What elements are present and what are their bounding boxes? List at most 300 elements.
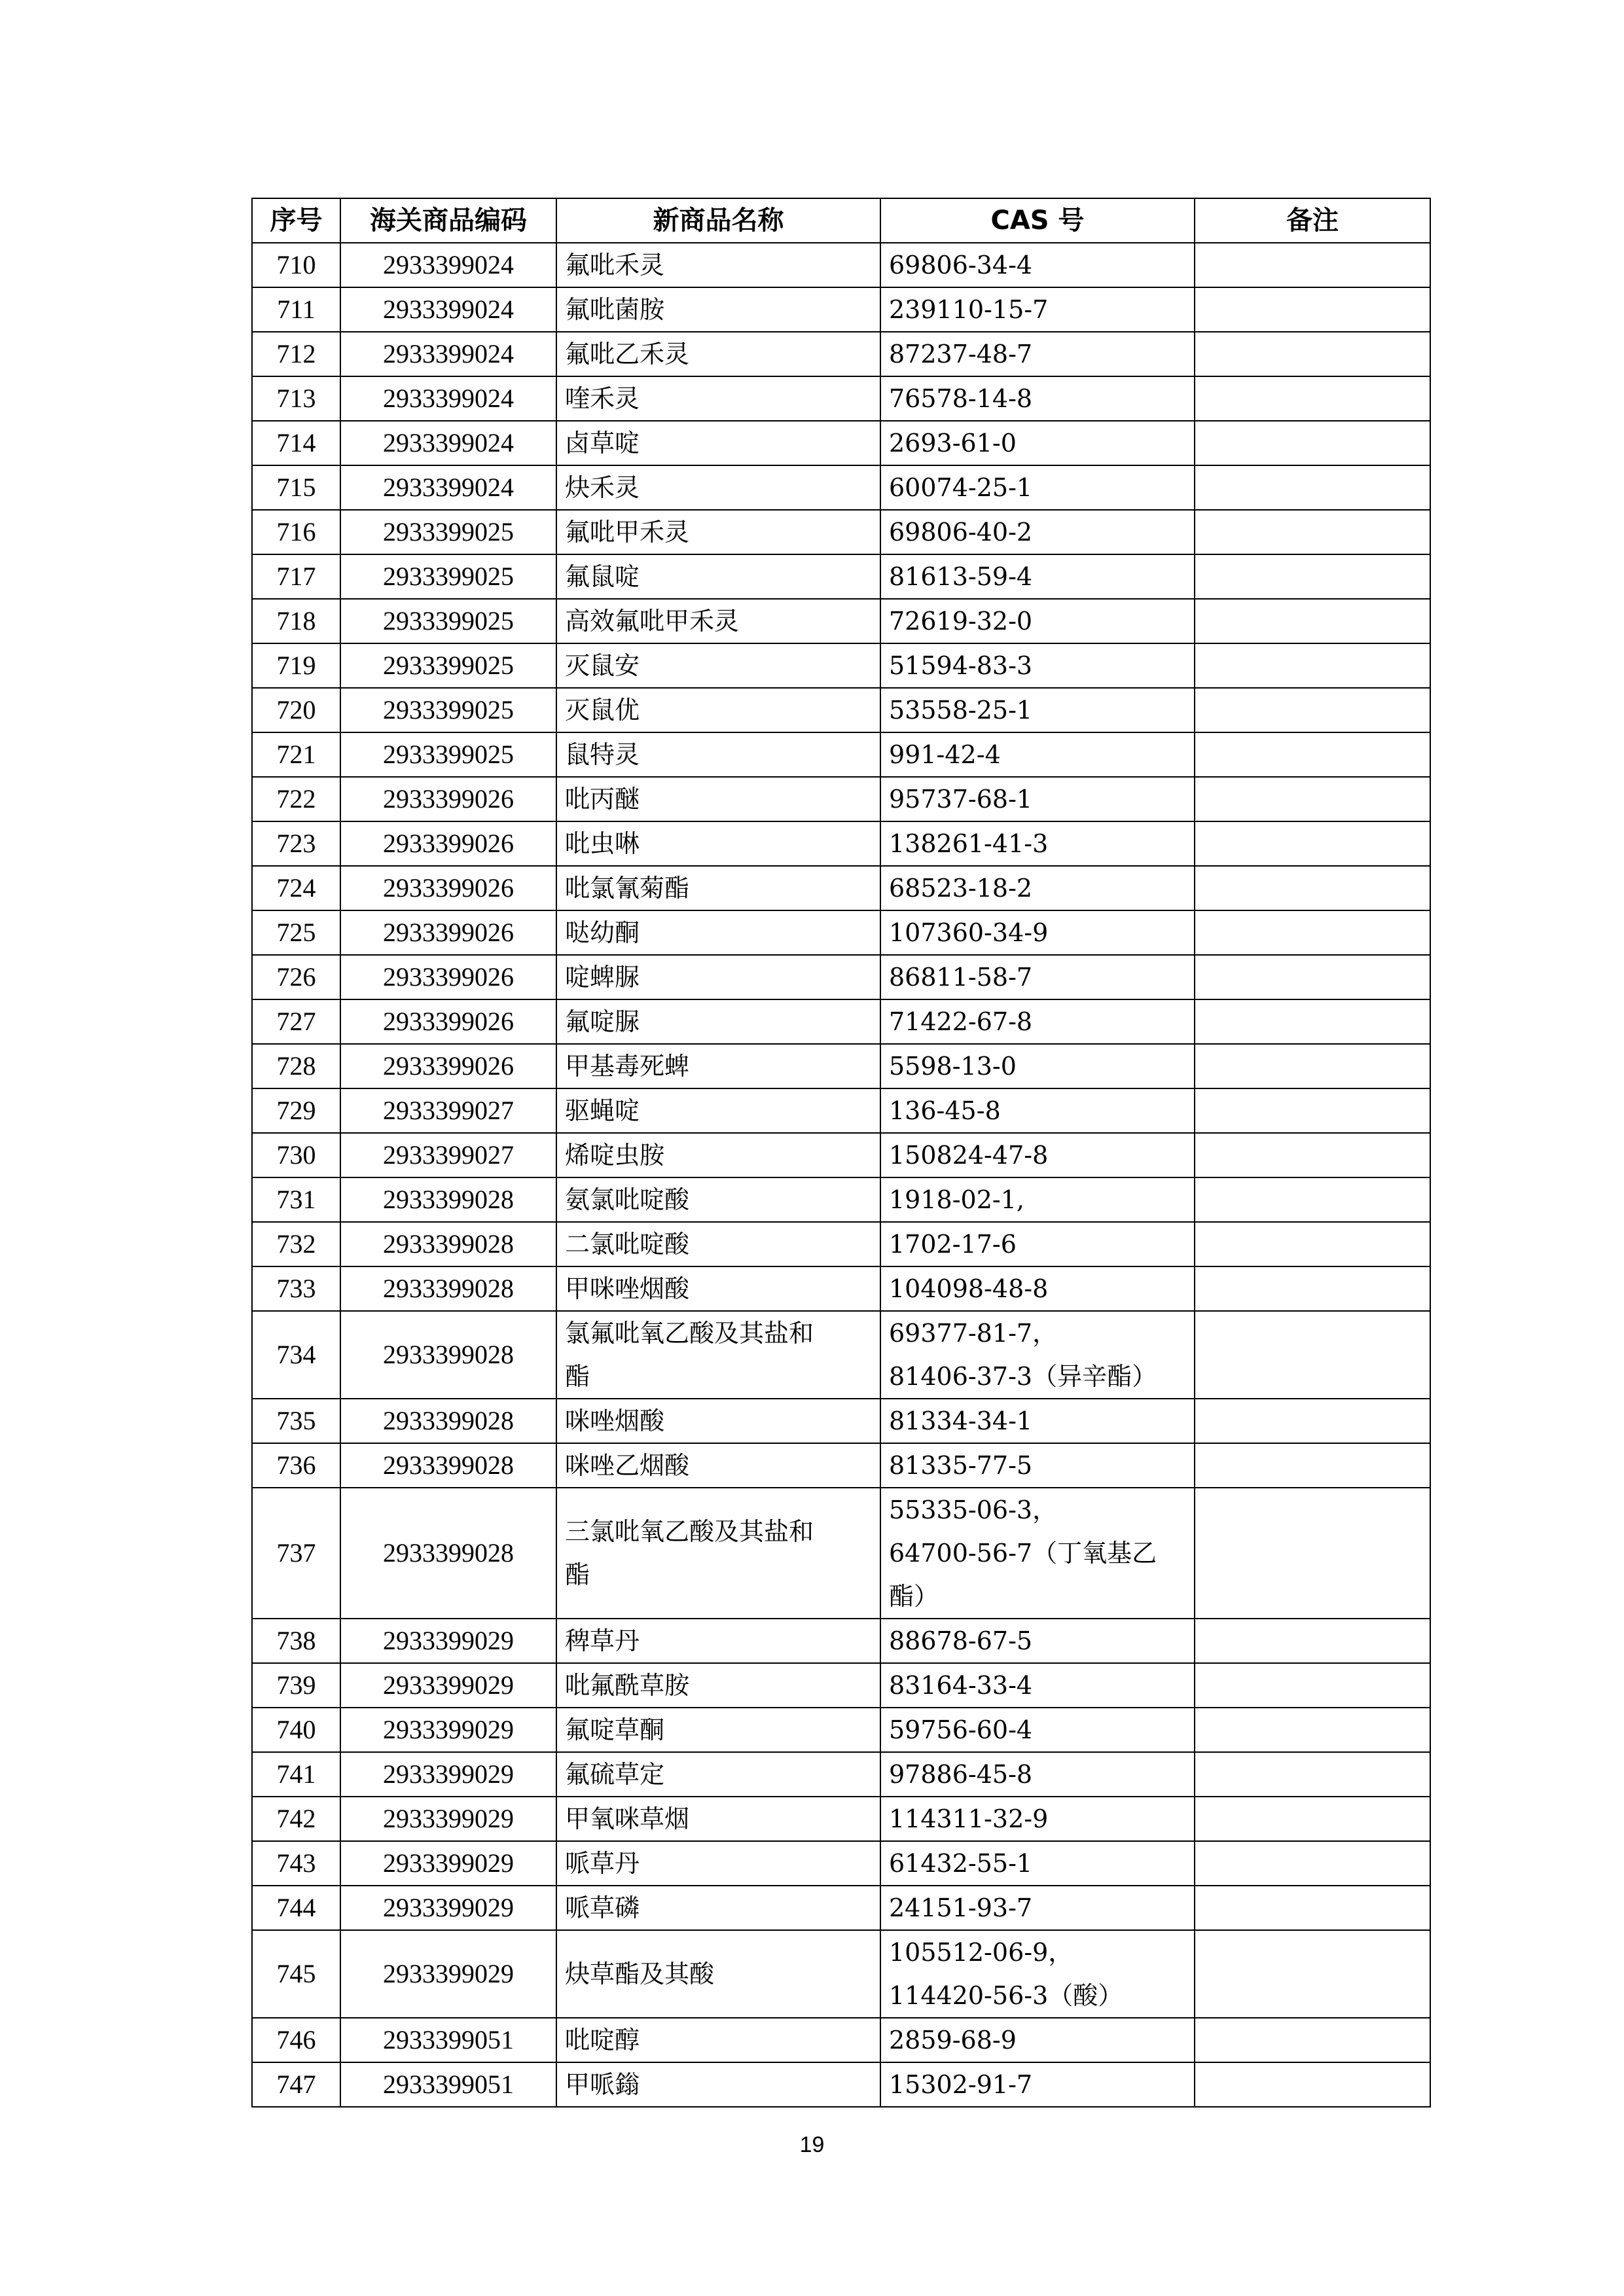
cell-remarks	[1195, 1133, 1430, 1177]
cas-line	[889, 1931, 1186, 1974]
cell-cas-number	[880, 599, 1195, 643]
table-row	[252, 688, 1430, 732]
product-name-line: 灭鼠优	[565, 696, 640, 725]
cell-product-name	[556, 1619, 880, 1663]
cas-line: 1918-02-1,	[889, 1185, 1024, 1214]
cell-customs-code: 2933399029	[340, 1930, 556, 2018]
cell-remarks	[1195, 732, 1430, 777]
cell-remarks	[1195, 1841, 1430, 1886]
cell-product-name	[556, 821, 880, 866]
table-row	[252, 1708, 1430, 1752]
chemical-list-table	[251, 198, 1431, 2108]
table-row	[252, 1930, 1430, 2018]
cell-remarks	[1195, 421, 1430, 465]
cell-serial-number: 746	[252, 2018, 340, 2062]
cell-serial-number: 720	[252, 688, 340, 732]
cell-cas-number	[880, 1708, 1195, 1752]
cas-line: 酯）	[889, 1582, 939, 1611]
cell-remarks	[1195, 1044, 1430, 1088]
cell-cas-number	[880, 510, 1195, 554]
cell-serial-number: 739	[252, 1663, 340, 1708]
cell-remarks	[1195, 1399, 1430, 1443]
cas-line: 68523-18-2	[889, 874, 1033, 903]
cell-cas-number	[880, 1619, 1195, 1663]
product-name-line: 卤草啶	[565, 429, 640, 457]
cell-product-name	[556, 1841, 880, 1886]
table-row	[252, 287, 1430, 332]
cas-line	[889, 1312, 1186, 1355]
table-row	[252, 910, 1430, 955]
product-name-line: 稗草丹	[565, 1626, 640, 1655]
cell-product-name	[556, 777, 880, 821]
cell-serial-number: 733	[252, 1266, 340, 1311]
cell-remarks	[1195, 599, 1430, 643]
cas-line: 114311-32-9	[889, 1804, 1049, 1833]
cell-remarks	[1195, 2018, 1430, 2062]
table-row	[252, 955, 1430, 999]
cell-serial-number: 741	[252, 1752, 340, 1797]
cas-line: 59756-60-4	[889, 1715, 1033, 1744]
page-number: 19	[799, 2132, 825, 2157]
cell-serial-number: 724	[252, 866, 340, 910]
cell-customs-code: 2933399024	[340, 421, 556, 465]
table-row	[252, 1311, 1430, 1399]
cell-product-name	[556, 510, 880, 554]
cell-remarks	[1195, 999, 1430, 1044]
cell-product-name	[556, 1797, 880, 1841]
product-name-line: 啶蜱脲	[565, 963, 640, 992]
cell-cas-number	[880, 421, 1195, 465]
cell-customs-code: 2933399028	[340, 1488, 556, 1619]
table-row	[252, 1488, 1430, 1619]
cell-cas-number	[880, 243, 1195, 287]
table-row	[252, 732, 1430, 777]
cell-cas-number	[880, 332, 1195, 376]
cell-cas-number	[880, 1752, 1195, 1797]
cell-remarks	[1195, 1088, 1430, 1133]
product-name-line: 吡氯氰菊酯	[565, 874, 690, 903]
cell-cas-number	[880, 955, 1195, 999]
product-name-line: 烯啶虫胺	[565, 1141, 665, 1170]
table-row	[252, 1133, 1430, 1177]
table-row	[252, 1443, 1430, 1488]
cell-remarks	[1195, 1797, 1430, 1841]
cell-product-name	[556, 1266, 880, 1311]
cell-product-name	[556, 1044, 880, 1088]
cell-customs-code: 2933399026	[340, 910, 556, 955]
cell-customs-code: 2933399027	[340, 1133, 556, 1177]
product-name-line: 二氯吡啶酸	[565, 1230, 690, 1259]
header-cas: CAS 号	[880, 198, 1195, 243]
product-name-line: 酯	[565, 1560, 590, 1589]
cell-customs-code: 2933399026	[340, 777, 556, 821]
cell-customs-code: 2933399025	[340, 643, 556, 688]
cell-remarks	[1195, 643, 1430, 688]
product-name-line: 三氯吡氧乙酸及其盐和	[565, 1517, 814, 1546]
cell-product-name	[556, 1311, 880, 1399]
cell-remarks	[1195, 554, 1430, 599]
cell-cas-number	[880, 1177, 1195, 1222]
cell-remarks	[1195, 465, 1430, 510]
cell-remarks	[1195, 1708, 1430, 1752]
cell-cas-number	[880, 821, 1195, 866]
product-name-line: 咪唑乙烟酸	[565, 1451, 690, 1480]
table-row	[252, 1886, 1430, 1930]
cell-product-name	[556, 1752, 880, 1797]
product-name-line: 哌草磷	[565, 1893, 640, 1922]
table-header-row	[252, 198, 1430, 243]
cell-cas-number	[880, 2062, 1195, 2107]
header-code: 海关商品编码	[340, 198, 556, 243]
cell-product-name	[556, 465, 880, 510]
product-name-line: 酯	[565, 1362, 590, 1391]
cell-serial-number: 717	[252, 554, 340, 599]
cas-line: 136-45-8	[889, 1096, 1001, 1125]
product-name-line: 氟啶脲	[565, 1007, 640, 1036]
cell-serial-number: 726	[252, 955, 340, 999]
table-row	[252, 1663, 1430, 1708]
cas-separator: ，	[1032, 1319, 1058, 1348]
table-row	[252, 2062, 1430, 2107]
cas-line: 69806-40-2	[889, 518, 1033, 547]
cell-customs-code: 2933399029	[340, 1797, 556, 1841]
cell-product-name	[556, 866, 880, 910]
cell-cas-number	[880, 1266, 1195, 1311]
table-row	[252, 1222, 1430, 1266]
cell-remarks	[1195, 1266, 1430, 1311]
cell-customs-code: 2933399029	[340, 1619, 556, 1663]
cell-product-name	[556, 999, 880, 1044]
table-body	[252, 243, 1430, 2107]
cas-line: 2693-61-0	[889, 429, 1017, 457]
table-row	[252, 1797, 1430, 1841]
product-name-line: 吡氟酰草胺	[565, 1671, 690, 1700]
table-row	[252, 1841, 1430, 1886]
cell-cas-number	[880, 465, 1195, 510]
cas-line: 81335-77-5	[889, 1451, 1033, 1480]
table-row	[252, 1752, 1430, 1797]
table-row	[252, 1177, 1430, 1222]
cell-serial-number: 737	[252, 1488, 340, 1619]
cell-serial-number: 730	[252, 1133, 340, 1177]
cas-line: 15302-91-7	[889, 2070, 1033, 2099]
cell-customs-code: 2933399024	[340, 287, 556, 332]
product-name-line: 炔草酯及其酸	[565, 1960, 715, 1988]
cas-line: 61432-55-1	[889, 1849, 1033, 1878]
cas-line: 81613-59-4	[889, 562, 1033, 591]
cell-product-name	[556, 688, 880, 732]
cell-cas-number	[880, 1133, 1195, 1177]
cell-remarks	[1195, 2062, 1430, 2107]
cell-cas-number	[880, 554, 1195, 599]
cell-cas-number	[880, 777, 1195, 821]
cas-separator: ，	[1048, 1938, 1074, 1967]
cell-serial-number: 719	[252, 643, 340, 688]
cell-product-name	[556, 1088, 880, 1133]
cell-serial-number: 744	[252, 1886, 340, 1930]
cell-customs-code: 2933399029	[340, 1752, 556, 1797]
cell-remarks	[1195, 866, 1430, 910]
cell-cas-number	[880, 287, 1195, 332]
cas-line: 114420-56-3（酸）	[889, 1981, 1123, 2010]
cell-customs-code: 2933399026	[340, 1044, 556, 1088]
cas-value: 69377-81-7	[889, 1319, 1033, 1348]
cell-serial-number: 722	[252, 777, 340, 821]
cell-customs-code: 2933399029	[340, 1841, 556, 1886]
cell-serial-number: 735	[252, 1399, 340, 1443]
table-row	[252, 821, 1430, 866]
product-name-line: 氟吡菌胺	[565, 295, 665, 324]
cell-customs-code: 2933399028	[340, 1443, 556, 1488]
cell-customs-code: 2933399024	[340, 243, 556, 287]
product-name-line: 吡啶醇	[565, 2026, 640, 2054]
cell-cas-number	[880, 1488, 1195, 1619]
cas-line: 71422-67-8	[889, 1007, 1033, 1036]
cell-product-name	[556, 1443, 880, 1488]
cell-product-name	[556, 421, 880, 465]
cell-serial-number: 713	[252, 376, 340, 421]
cell-product-name	[556, 1399, 880, 1443]
table-row	[252, 376, 1430, 421]
cell-serial-number: 728	[252, 1044, 340, 1088]
cell-customs-code: 2933399026	[340, 866, 556, 910]
cell-cas-number	[880, 1222, 1195, 1266]
cas-line: 83164-33-4	[889, 1671, 1033, 1700]
cell-product-name	[556, 599, 880, 643]
cas-line: 138261-41-3	[889, 829, 1049, 858]
product-name-line: 氟吡禾灵	[565, 251, 665, 279]
cell-customs-code: 2933399025	[340, 599, 556, 643]
cell-cas-number	[880, 643, 1195, 688]
cell-cas-number	[880, 1399, 1195, 1443]
product-name-line: 氨氯吡啶酸	[565, 1185, 690, 1214]
cas-line: 81406-37-3（异辛酯）	[889, 1362, 1157, 1391]
cell-remarks	[1195, 1930, 1430, 2018]
product-name-line: 鼠特灵	[565, 740, 640, 769]
cell-cas-number	[880, 1088, 1195, 1133]
cell-product-name	[556, 287, 880, 332]
cell-product-name	[556, 1488, 880, 1619]
table-row	[252, 999, 1430, 1044]
header-note: 备注	[1195, 198, 1430, 243]
cas-line: 97886-45-8	[889, 1760, 1033, 1789]
cell-customs-code: 2933399024	[340, 376, 556, 421]
cell-serial-number: 734	[252, 1311, 340, 1399]
table-row	[252, 777, 1430, 821]
table-row	[252, 510, 1430, 554]
cell-serial-number: 711	[252, 287, 340, 332]
table-row	[252, 332, 1430, 376]
cas-value: 55335-06-3	[889, 1496, 1033, 1524]
cell-cas-number	[880, 1841, 1195, 1886]
cell-customs-code: 2933399028	[340, 1399, 556, 1443]
cas-line: 5598-13-0	[889, 1052, 1017, 1081]
cell-serial-number: 738	[252, 1619, 340, 1663]
cas-line: 88678-67-5	[889, 1626, 1033, 1655]
product-name-line: 甲咪唑烟酸	[565, 1274, 690, 1303]
table-row	[252, 1619, 1430, 1663]
cell-cas-number	[880, 376, 1195, 421]
cell-remarks	[1195, 1177, 1430, 1222]
table-row	[252, 421, 1430, 465]
table-row	[252, 2018, 1430, 2062]
cas-line: 991-42-4	[889, 740, 1001, 769]
cas-line: 24151-93-7	[889, 1893, 1033, 1922]
cell-product-name	[556, 2062, 880, 2107]
cell-product-name	[556, 732, 880, 777]
cell-customs-code: 2933399025	[340, 510, 556, 554]
table-row	[252, 554, 1430, 599]
cell-remarks	[1195, 955, 1430, 999]
cell-serial-number: 742	[252, 1797, 340, 1841]
table-row	[252, 1044, 1430, 1088]
cell-customs-code: 2933399026	[340, 955, 556, 999]
cell-customs-code: 2933399026	[340, 821, 556, 866]
cell-customs-code: 2933399027	[340, 1088, 556, 1133]
cell-remarks	[1195, 287, 1430, 332]
cell-product-name	[556, 1708, 880, 1752]
cell-customs-code: 2933399051	[340, 2062, 556, 2107]
cell-cas-number	[880, 1886, 1195, 1930]
product-name-line: 氟啶草酮	[565, 1715, 665, 1744]
cas-line: 60074-25-1	[889, 473, 1033, 502]
cell-customs-code: 2933399029	[340, 1708, 556, 1752]
cas-line: 69806-34-4	[889, 251, 1033, 279]
cell-remarks	[1195, 1886, 1430, 1930]
table-row	[252, 866, 1430, 910]
product-name-line: 哒幼酮	[565, 918, 640, 947]
cell-customs-code: 2933399025	[340, 554, 556, 599]
cell-customs-code: 2933399028	[340, 1222, 556, 1266]
product-name-line: 炔禾灵	[565, 473, 640, 502]
cell-serial-number: 727	[252, 999, 340, 1044]
cas-line: 81334-34-1	[889, 1407, 1033, 1435]
product-name-line: 甲哌鎓	[565, 2070, 640, 2099]
cell-remarks	[1195, 777, 1430, 821]
cell-serial-number: 716	[252, 510, 340, 554]
cell-customs-code: 2933399025	[340, 732, 556, 777]
cell-serial-number: 740	[252, 1708, 340, 1752]
cell-customs-code: 2933399024	[340, 465, 556, 510]
cell-serial-number: 725	[252, 910, 340, 955]
cell-serial-number: 723	[252, 821, 340, 866]
cell-serial-number: 710	[252, 243, 340, 287]
cell-product-name	[556, 554, 880, 599]
cell-product-name	[556, 332, 880, 376]
cell-cas-number	[880, 1311, 1195, 1399]
header-no: 序号	[252, 198, 340, 243]
cell-serial-number: 736	[252, 1443, 340, 1488]
cell-customs-code: 2933399029	[340, 1663, 556, 1708]
cell-product-name	[556, 1886, 880, 1930]
cas-line: 2859-68-9	[889, 2026, 1017, 2054]
cell-product-name	[556, 1177, 880, 1222]
cell-remarks	[1195, 821, 1430, 866]
product-name-line: 吡虫啉	[565, 829, 640, 858]
cell-cas-number	[880, 866, 1195, 910]
product-name-line: 甲基毒死蜱	[565, 1052, 690, 1081]
cell-customs-code: 2933399028	[340, 1266, 556, 1311]
cas-line: 76578-14-8	[889, 384, 1033, 413]
cell-remarks	[1195, 1311, 1430, 1399]
cell-cas-number	[880, 999, 1195, 1044]
cas-line: 87237-48-7	[889, 340, 1033, 368]
cell-remarks	[1195, 510, 1430, 554]
cell-customs-code: 2933399026	[340, 999, 556, 1044]
product-name-line: 氟吡乙禾灵	[565, 340, 690, 368]
cell-product-name	[556, 1133, 880, 1177]
cell-product-name	[556, 1663, 880, 1708]
cell-customs-code: 2933399025	[340, 688, 556, 732]
cell-serial-number: 732	[252, 1222, 340, 1266]
cell-serial-number: 714	[252, 421, 340, 465]
cas-separator: ，	[1032, 1496, 1058, 1524]
product-name-line: 氯氟吡氧乙酸及其盐和	[565, 1319, 814, 1348]
cell-remarks	[1195, 376, 1430, 421]
cell-product-name	[556, 643, 880, 688]
product-name-line: 喹禾灵	[565, 384, 640, 413]
cas-line: 53558-25-1	[889, 696, 1033, 725]
cell-serial-number: 718	[252, 599, 340, 643]
product-name-line: 吡丙醚	[565, 785, 640, 814]
table-row	[252, 1266, 1430, 1311]
cell-remarks	[1195, 1488, 1430, 1619]
cell-cas-number	[880, 1797, 1195, 1841]
cell-remarks	[1195, 1619, 1430, 1663]
cell-cas-number	[880, 1044, 1195, 1088]
cell-cas-number	[880, 732, 1195, 777]
cell-product-name	[556, 376, 880, 421]
cas-line	[889, 1488, 1186, 1532]
cell-cas-number	[880, 1443, 1195, 1488]
table-row	[252, 643, 1430, 688]
cell-remarks	[1195, 1663, 1430, 1708]
product-name-line: 氟吡甲禾灵	[565, 518, 690, 547]
cell-customs-code: 2933399028	[340, 1311, 556, 1399]
product-name-line: 氟硫草定	[565, 1760, 665, 1789]
cell-remarks	[1195, 688, 1430, 732]
table-row	[252, 465, 1430, 510]
table-row	[252, 1088, 1430, 1133]
cell-customs-code: 2933399028	[340, 1177, 556, 1222]
cell-serial-number: 745	[252, 1930, 340, 2018]
cell-serial-number: 712	[252, 332, 340, 376]
product-name-line: 氟鼠啶	[565, 562, 640, 591]
cell-customs-code: 2933399024	[340, 332, 556, 376]
cell-remarks	[1195, 1222, 1430, 1266]
product-name-line: 高效氟吡甲禾灵	[565, 607, 740, 636]
product-name-line: 甲氧咪草烟	[565, 1804, 690, 1833]
cell-product-name	[556, 2018, 880, 2062]
cell-serial-number: 729	[252, 1088, 340, 1133]
cell-serial-number: 715	[252, 465, 340, 510]
cell-customs-code: 2933399029	[340, 1886, 556, 1930]
cell-remarks	[1195, 243, 1430, 287]
cell-serial-number: 731	[252, 1177, 340, 1222]
cell-product-name	[556, 910, 880, 955]
cell-remarks	[1195, 332, 1430, 376]
cell-product-name	[556, 1930, 880, 2018]
header-name: 新商品名称	[556, 198, 880, 243]
cell-product-name	[556, 1222, 880, 1266]
cell-cas-number	[880, 1663, 1195, 1708]
cell-product-name	[556, 243, 880, 287]
cell-cas-number	[880, 688, 1195, 732]
product-name-line: 哌草丹	[565, 1849, 640, 1878]
cas-line: 107360-34-9	[889, 918, 1049, 947]
cell-customs-code: 2933399051	[340, 2018, 556, 2062]
product-name-line: 驱蝇啶	[565, 1096, 640, 1125]
